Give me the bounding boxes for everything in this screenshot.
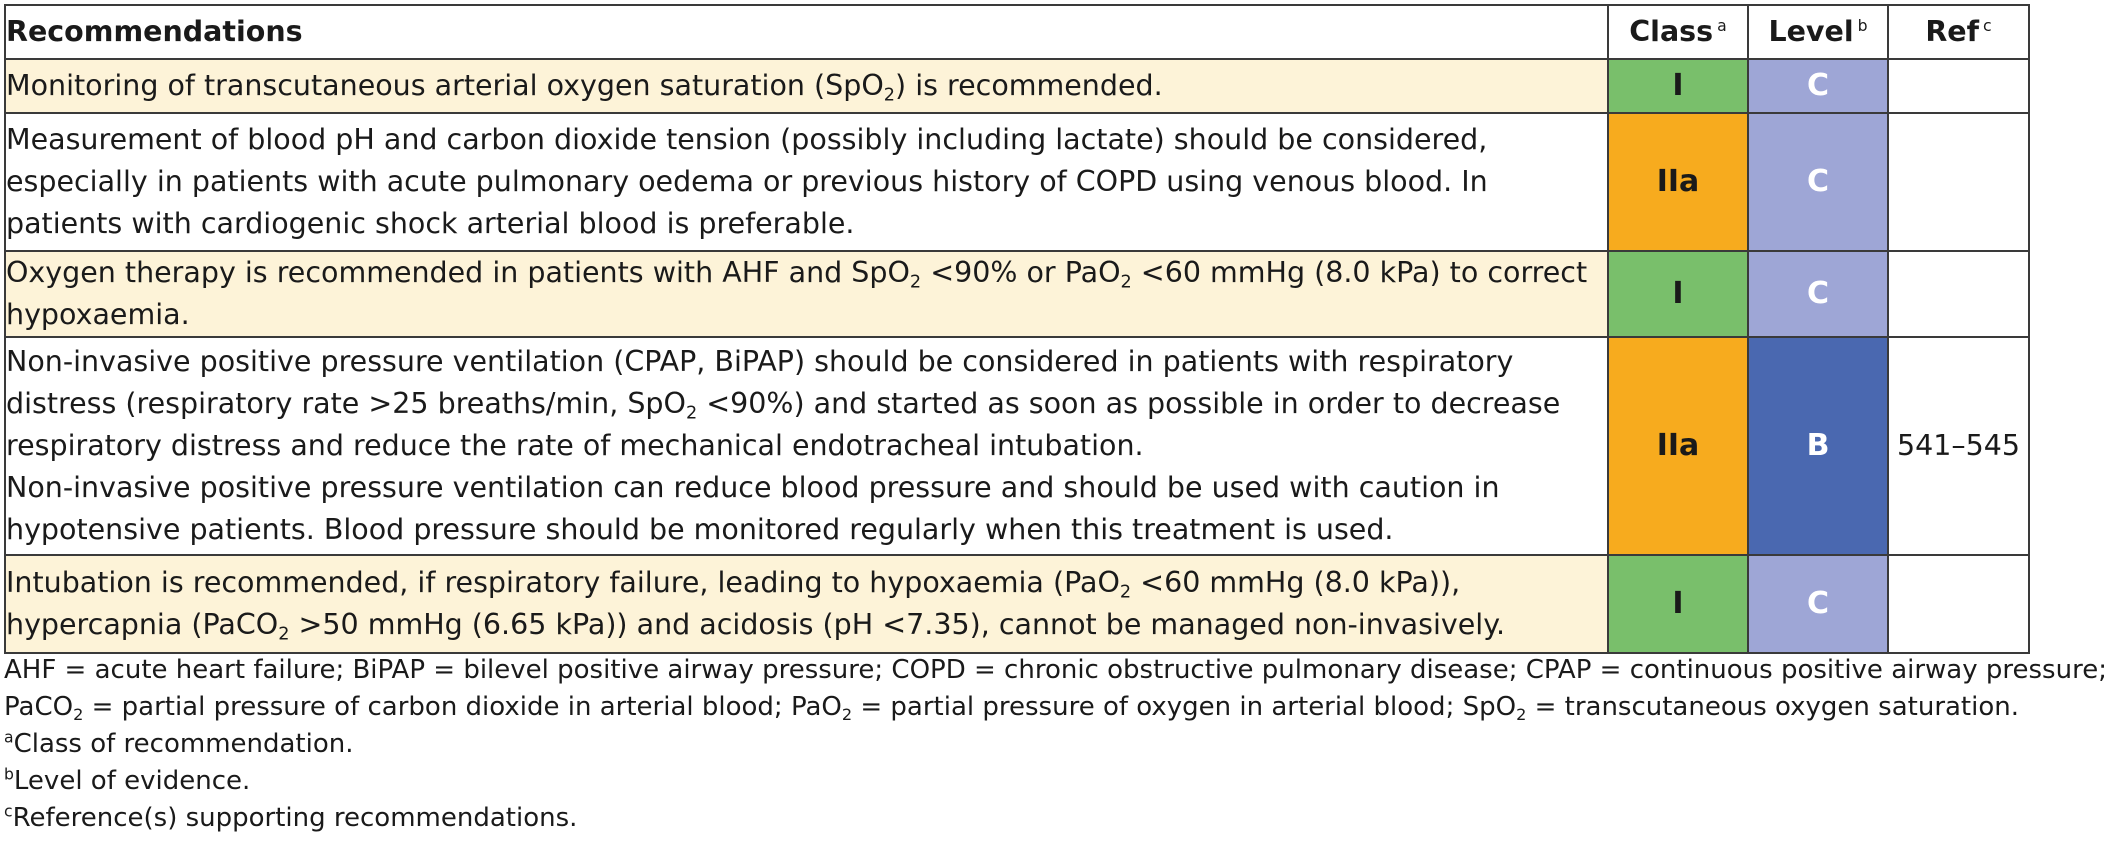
table-row: [5, 251, 2029, 337]
class-badge: IIa: [1608, 113, 1748, 251]
abbreviations-note: AHF = acute heart failure; BiPAP = bilevel positive airway pressure; COPD = chronic obstructive pulmonary disease; CPAP = continuous positive airway pressure; PaCO$_2$ = partial pressure of carbon dioxide in arterial blood; PaO$_2$ = partial pressure of oxygen in arterial blood; SpO$_2$ = transcutaneous oxygen saturation.: [4, 655, 2107, 724]
reference-cell: [1888, 555, 2029, 653]
recommendations-table: [4, 4, 2030, 654]
reference-cell: [1888, 113, 2029, 251]
reference-cell: [1888, 59, 2029, 113]
level-badge: C: [1748, 59, 1888, 113]
recommendation-text: Monitoring of transcutaneous arterial oxygen saturation (SpO$_2$) is recommended.: [5, 59, 1608, 113]
table-row: [5, 337, 2029, 555]
footnote-a: $^a$Class of recommendation.: [4, 728, 354, 759]
header-class: Class $^a$: [1608, 5, 1748, 59]
header-recommendations: Recommendations: [5, 5, 1608, 59]
header-ref: Ref $^c$: [1888, 5, 2029, 59]
class-badge: I: [1608, 251, 1748, 337]
recommendation-paragraph: Non-invasive positive pressure ventilation (CPAP, BiPAP) should be considered in patients with respiratory distress (respiratory rate >25 breaths/min, SpO$_2$ <90%) and started as soon as possible in order to decrease respiratory distress and reduce the rate of mechanical endotracheal intubation.: [6, 345, 1561, 462]
header-level: Level $^b$: [1748, 5, 1888, 59]
recommendation-text: Measurement of blood pH and carbon dioxide tension (possibly including lactate) should be considered, especially in patients with acute pulmonary oedema or previous history of COPD using venous blood. In patients with cardiogenic shock arterial blood is preferable.: [5, 113, 1608, 251]
table-row: [5, 59, 2029, 113]
class-badge: I: [1608, 59, 1748, 113]
recommendation-paragraph: Non-invasive positive pressure ventilation can reduce blood pressure and should be used with caution in hypotensive patients. Blood pressure should be monitored regularly when this treatment is used.: [6, 471, 1500, 546]
class-badge: IIa: [1608, 337, 1748, 555]
recommendation-text: Oxygen therapy is recommended in patients with AHF and SpO$_2$ <90% or PaO$_2$ <60 mmHg (8.0 kPa) to correct hypoxaemia.: [5, 251, 1608, 337]
table-footnotes: [4, 652, 2124, 837]
header-class-footnote-mark: a: [1717, 15, 1727, 35]
level-badge: C: [1748, 555, 1888, 653]
header-ref-footnote-mark: c: [1983, 15, 1992, 35]
recommendation-text: [5, 337, 1608, 555]
footnote-c: $^c$Reference(s) supporting recommendations.: [4, 802, 578, 833]
level-badge: C: [1748, 113, 1888, 251]
table-row: [5, 555, 2029, 653]
level-badge: B: [1748, 337, 1888, 555]
table-row: [5, 113, 2029, 251]
class-badge: I: [1608, 555, 1748, 653]
recommendation-text: Intubation is recommended, if respiratory failure, leading to hypoxaemia (PaO$_2$ <60 mmHg (8.0 kPa)), hypercapnia (PaCO$_2$ >50 mmHg (6.65 kPa)) and acidosis (pH <7.35), cannot be managed non-invasively.: [5, 555, 1608, 653]
reference-cell: [1888, 251, 2029, 337]
footnote-b: $^b$Level of evidence.: [4, 765, 251, 796]
reference-cell: 541–545: [1888, 337, 2029, 555]
header-level-footnote-mark: b: [1857, 15, 1868, 35]
level-badge: C: [1748, 251, 1888, 337]
table-header-row: [5, 5, 2029, 59]
